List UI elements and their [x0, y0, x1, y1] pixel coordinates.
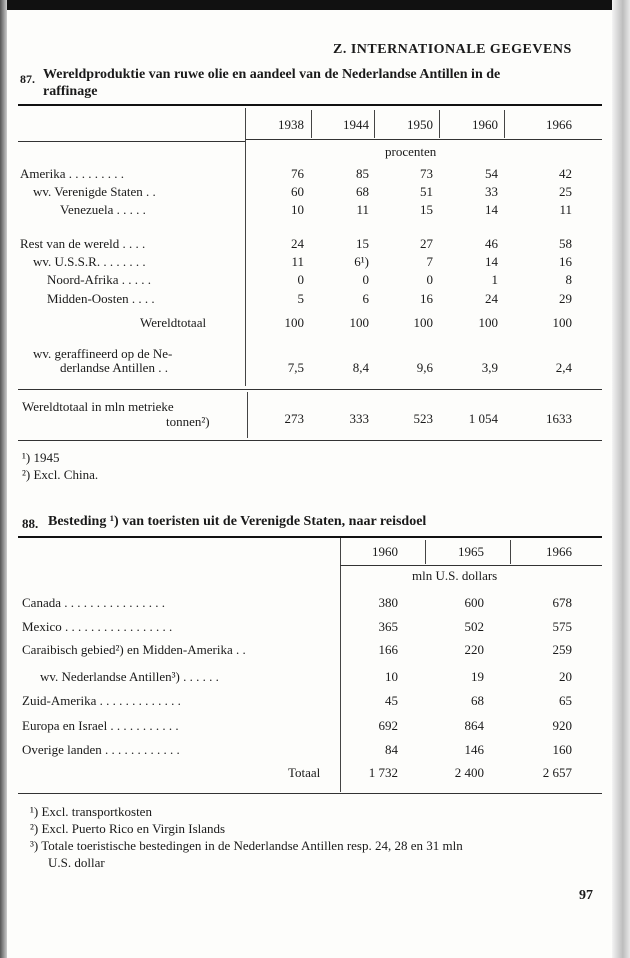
row-label: Venezuela . . . . . — [60, 202, 146, 217]
table87-cell: 7 — [426, 254, 433, 269]
table88-cell: 68 — [471, 693, 484, 708]
table87-cell: 9,6 — [416, 360, 433, 375]
table88-cell: 1 732 — [368, 765, 398, 780]
table87-total-cell: 523 — [413, 411, 433, 426]
table88-unit: mln U.S. dollars — [412, 568, 498, 583]
table87-cell: 46 — [485, 236, 498, 251]
table87-cell: 0 — [297, 272, 304, 287]
table87-cell: 68 — [356, 184, 369, 199]
table87-cell: 8,4 — [352, 360, 369, 375]
total-label: Wereldtotaal in mln metrieke — [22, 399, 174, 414]
col-divider — [510, 540, 511, 564]
table87-cell: 16 — [559, 254, 572, 269]
table87-cell: 1 — [491, 272, 498, 287]
table87-cell: 58 — [559, 236, 572, 251]
table87-total-cell: 1633 — [546, 411, 572, 426]
row-label: Rest van de wereld . . . . — [20, 236, 146, 251]
table87-unit: procenten — [385, 144, 437, 159]
table88-cell: 19 — [471, 669, 484, 684]
row-label: Midden-Oosten . . . . — [47, 291, 155, 306]
table88-cell: 600 — [464, 595, 484, 610]
table88-cell: 10 — [385, 669, 398, 684]
table87-bottom-rule — [18, 440, 602, 441]
table87-cell: 60 — [291, 184, 304, 199]
table87-year-header: 1944 — [343, 117, 369, 132]
table88-cell: 84 — [385, 742, 398, 757]
row-label: wv. geraffineerd op de Ne- — [33, 346, 173, 361]
table87-cell: 25 — [559, 184, 572, 199]
table88-cell: 380 — [378, 595, 398, 610]
table88-cell: 2 657 — [542, 765, 572, 780]
table87-cell: 27 — [420, 236, 433, 251]
col-divider — [504, 110, 505, 138]
row-label-cont: derlandse Antillen . . — [60, 360, 168, 375]
row-label: Mexico . . . . . . . . . . . . . . . . . — [22, 619, 173, 634]
table87-cell: 8 — [565, 272, 572, 287]
table87-header-rule — [245, 139, 602, 140]
table87-cell: 11 — [559, 202, 572, 217]
table88-cell: 20 — [559, 669, 572, 684]
row-label: wv. Verenigde Staten . . — [33, 184, 156, 199]
table87-total-cell: 333 — [349, 411, 369, 426]
table87-cell: 24 — [291, 236, 304, 251]
table88-cell: 166 — [378, 642, 398, 657]
table88-cell: 920 — [552, 718, 572, 733]
table87-cell: 85 — [356, 166, 369, 181]
table87-cell: 100 — [413, 315, 433, 330]
table87-cell: 14 — [485, 254, 498, 269]
table87-stub-divider-total — [247, 392, 248, 438]
table87-year-header: 1950 — [407, 117, 433, 132]
table88-top-rule — [18, 536, 602, 538]
table87-cell: 100 — [349, 315, 369, 330]
table87-cell: 42 — [559, 166, 572, 181]
table87-cell: 6¹) — [354, 254, 369, 269]
table88-cell: 2 400 — [454, 765, 484, 780]
page-number: 97 — [579, 888, 593, 903]
table88-cell: 160 — [552, 742, 572, 757]
table88-year-header: 1960 — [372, 544, 398, 559]
table87-footnote-2: ²) Excl. China. — [22, 467, 99, 482]
table88-footnote-3-cont: U.S. dollar — [48, 855, 105, 870]
row-label: Canada . . . . . . . . . . . . . . . . — [22, 595, 165, 610]
table87-cell: 16 — [420, 291, 433, 306]
section-header: Z. INTERNATIONALE GEGEVENS — [333, 42, 572, 57]
table88-footnote-3: ³) Totale toeristische bestedingen in de Nederlandse Antillen resp. 24, 28 en 31 mln — [30, 838, 463, 853]
table87-cell: 11 — [291, 254, 304, 269]
table87-cell: 15 — [420, 202, 433, 217]
table88-cell: 45 — [385, 693, 398, 708]
row-label: Overige landen . . . . . . . . . . . . — [22, 742, 180, 757]
table88-cell: 692 — [378, 718, 398, 733]
table88-cell: 365 — [378, 619, 398, 634]
table87-cell: 24 — [485, 291, 498, 306]
table87-cell: 73 — [420, 166, 433, 181]
table87-cell: 100 — [284, 315, 304, 330]
row-label: Zuid-Amerika . . . . . . . . . . . . . — [22, 693, 181, 708]
table87-rule — [18, 389, 602, 390]
table87-cell: 100 — [552, 315, 572, 330]
table88-year-header: 1966 — [546, 544, 572, 559]
table87-title-line2: raffinage — [43, 84, 98, 99]
table87-total-cell: 1 054 — [468, 411, 498, 426]
row-label: Wereldtotaal — [140, 315, 207, 330]
row-label: Europa en Israel . . . . . . . . . . . — [22, 718, 179, 733]
table88-footnote-1: ¹) Excl. transportkosten — [30, 804, 152, 819]
table87-cell: 14 — [485, 202, 498, 217]
table87-year-header: 1960 — [472, 117, 498, 132]
table87-cell: 76 — [291, 166, 304, 181]
table87-cell: 10 — [291, 202, 304, 217]
table87-cell: 5 — [297, 291, 304, 306]
table88-title: Besteding ¹) van toeristen uit de Verenigde Staten, naar reisdoel — [48, 514, 427, 529]
table88-year-header: 1965 — [458, 544, 484, 559]
table87-cell: 6 — [362, 291, 369, 306]
table87-cell: 2,4 — [555, 360, 572, 375]
scan-edge-top — [0, 0, 630, 10]
table88-bottom-rule — [18, 793, 602, 794]
table88-header-rule — [340, 565, 602, 566]
row-label: Amerika . . . . . . . . . — [20, 166, 124, 181]
row-label: Totaal — [288, 765, 321, 780]
table87-year-header: 1938 — [278, 117, 304, 132]
table87-cell: 7,5 — [287, 360, 304, 375]
table87-footnote-1: ¹) 1945 — [22, 450, 60, 465]
table88-cell: 220 — [464, 642, 484, 657]
table87-cell: 51 — [420, 184, 433, 199]
table87-number: 87. — [20, 72, 35, 86]
table87-cell: 0 — [362, 272, 369, 287]
table87-total-cell: 273 — [284, 411, 304, 426]
table88-cell: 65 — [559, 693, 572, 708]
table87-cell: 15 — [356, 236, 369, 251]
scan-edge-right — [612, 0, 630, 958]
row-label: wv. Nederlandse Antillen³) . . . . . . — [40, 669, 219, 684]
table87-cell: 0 — [426, 272, 433, 287]
table88-cell: 864 — [464, 718, 484, 733]
scan-edge-left — [0, 0, 7, 958]
table87-cell: 3,9 — [481, 360, 498, 375]
total-label-cont: tonnen²) — [166, 414, 210, 429]
table87-cell: 54 — [485, 166, 498, 181]
table88-cell: 678 — [552, 595, 572, 610]
row-label: wv. U.S.S.R. . . . . . . . — [33, 254, 146, 269]
table87-cell: 29 — [559, 291, 572, 306]
table87-cell: 100 — [478, 315, 498, 330]
table88-cell: 259 — [552, 642, 572, 657]
row-label: Caraibisch gebied²) en Midden-Amerika . . — [22, 642, 246, 657]
table87-cell: 11 — [356, 202, 369, 217]
table87-year-header: 1966 — [546, 117, 572, 132]
table88-cell: 146 — [464, 742, 484, 757]
table87-cell: 33 — [485, 184, 498, 199]
table88-number: 88. — [22, 516, 39, 531]
row-label: Noord-Afrika . . . . . — [47, 272, 151, 287]
table87-title: Wereldproduktie van ruwe olie en aandeel van de Nederlandse Antillen in de — [43, 67, 501, 82]
table88-cell: 502 — [464, 619, 484, 634]
table87-header-rule-left — [18, 141, 245, 142]
table88-footnote-2: ²) Excl. Puerto Rico en Virgin Islands — [30, 821, 226, 836]
table87-top-rule — [18, 104, 602, 106]
table88-cell: 575 — [552, 619, 572, 634]
